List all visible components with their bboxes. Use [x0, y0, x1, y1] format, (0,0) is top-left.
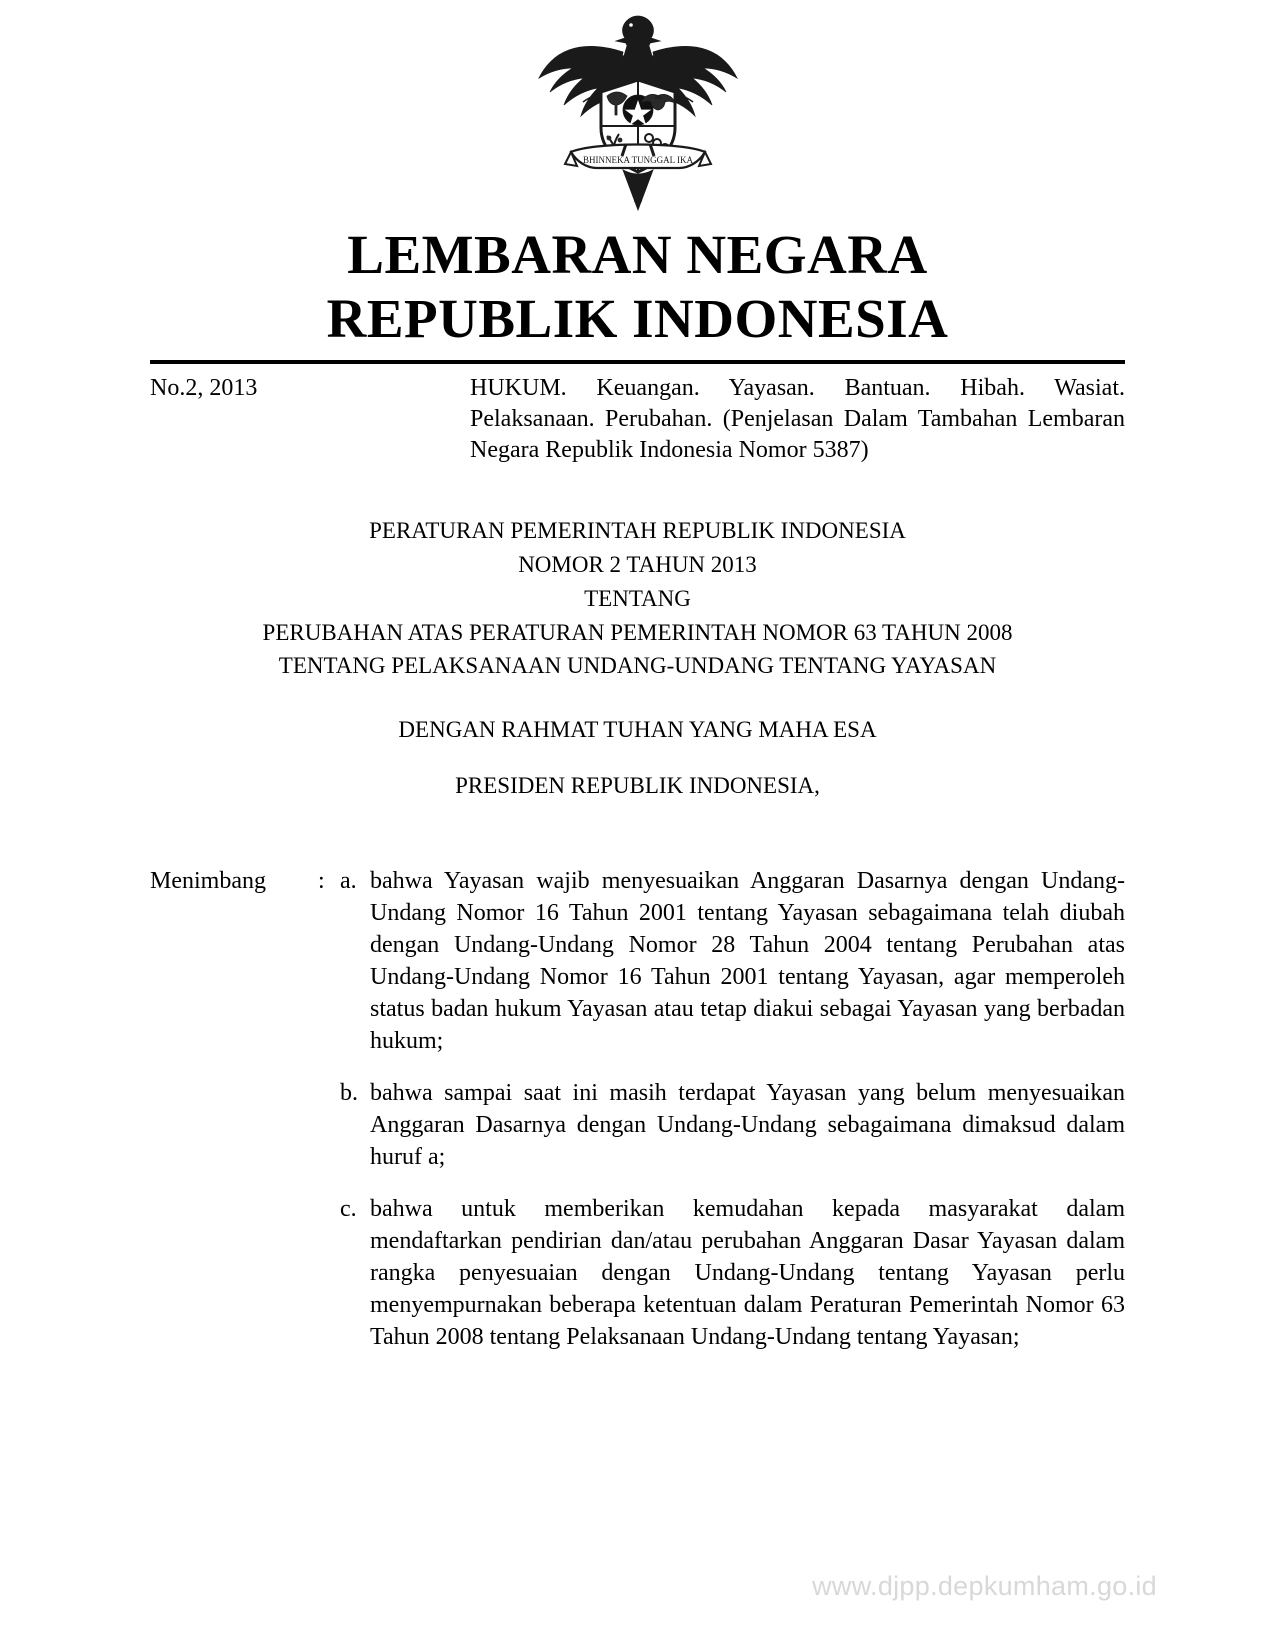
header-divider-rule	[150, 360, 1125, 364]
consideration-item-c	[150, 1193, 1125, 1353]
masthead-line-2: REPUBLIK INDONESIA	[326, 288, 949, 350]
garuda-emblem	[150, 0, 1125, 215]
title-line-3: TENTANG	[584, 585, 691, 611]
considerations-section	[150, 865, 1125, 1353]
title-line-4: PERUBAHAN ATAS PERATURAN PEMERINTAH NOMOR 63 TAHUN 2008	[262, 619, 1013, 645]
consideration-text-a: bahwa Yayasan wajib menyesuaikan Anggaran Dasarnya dengan Undang-Undang Nomor 16 Tahun 2001 tentang Yayasan sebagaimana telah diubah dengan Undang-Undang Nomor 28 Tahun 2004 tentang Perubahan atas Undang-Undang Nomor 16 Tahun 2001 tentang Yayasan, agar memperoleh status badan hukum Yayasan atau tetap diakui sebagai Yayasan yang berbadan hukum;	[370, 867, 1125, 1054]
header-meta	[150, 373, 1125, 467]
consideration-item-a	[150, 865, 1125, 1057]
consideration-letter-b: b.	[340, 1080, 358, 1107]
title-line-5: TENTANG PELAKSANAAN UNDANG-UNDANG TENTANG YAYASAN	[278, 653, 997, 679]
consideration-item-b	[150, 1077, 1125, 1173]
title-line-1: PERATURAN PEMERINTAH REPUBLIK INDONESIA	[369, 518, 906, 544]
gazette-number: No.2, 2013	[150, 374, 258, 401]
enactment-line-2: PRESIDEN REPUBLIK INDONESIA,	[455, 773, 820, 799]
gazette-subject: HUKUM. Keuangan. Yayasan. Bantuan. Hibah. Wasiat. Pelaksanaan. Perubahan. (Penjelasan Dalam Tambahan Lembaran Negara Republik Indonesia Nomor 5387)	[470, 374, 1125, 464]
masthead	[150, 223, 1125, 352]
regulation-title-block	[150, 514, 1125, 683]
considerations-colon: :	[318, 867, 325, 894]
masthead-line-1: LEMBARAN NEGARA	[347, 224, 928, 285]
considerations-label: Menimbang	[150, 867, 266, 894]
consideration-letter-a: a.	[340, 867, 357, 894]
footer-watermark-url: www.djpp.depkumham.go.id	[812, 1571, 1157, 1601]
title-line-2: NOMOR 2 TAHUN 2013	[518, 552, 757, 578]
emblem-motto-text: BHINNEKA TUNGGAL IKA	[582, 155, 693, 165]
consideration-letter-c: c.	[340, 1196, 357, 1223]
consideration-text-c: bahwa untuk memberikan kemudahan kepada masyarakat dalam mendaftarkan pendirian dan/atau perubahan Anggaran Dasar Yayasan dalam rangka penyesuaian dengan Undang-Undang tentang Yayasan perlu menyempurnakan beberapa ketentuan dalam Peraturan Pemerintah Nomor 63 Tahun 2008 tentang Pelaksanaan Undang-Undang tentang Yayasan;	[370, 1196, 1125, 1351]
enactment-line-1: DENGAN RAHMAT TUHAN YANG MAHA ESA	[398, 717, 877, 743]
enactment-block	[150, 713, 1125, 803]
consideration-text-b: bahwa sampai saat ini masih terdapat Yayasan yang belum menyesuaikan Anggaran Dasarnya dengan Undang-Undang sebagaimana dimaksud dalam huruf a;	[370, 1080, 1125, 1171]
